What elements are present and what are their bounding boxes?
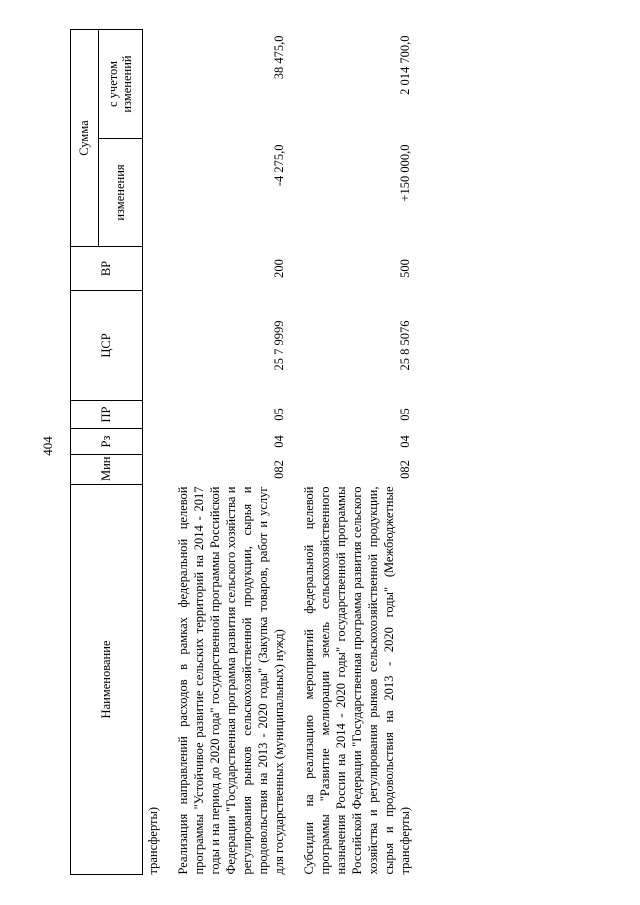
row-rz xyxy=(143,429,162,455)
row-with-change: 2 014 700,0 xyxy=(398,35,412,95)
header-vr: ВР xyxy=(71,247,143,291)
header-rz: Рз xyxy=(71,429,143,455)
row-pr xyxy=(143,401,162,429)
row-min: 082 xyxy=(272,460,286,479)
table-row xyxy=(175,30,287,875)
header-pr: ПР xyxy=(71,401,143,429)
row-pr: 05 xyxy=(272,408,286,421)
row-csr xyxy=(143,291,162,401)
row-change: -4 275,0 xyxy=(272,144,286,187)
header-change: изменения xyxy=(99,139,143,247)
row-vr xyxy=(143,247,162,291)
row-change: +150 000,0 xyxy=(398,144,412,202)
row-name: трансферты) xyxy=(146,806,160,875)
row-csr: 25 8 5076 xyxy=(398,320,412,371)
header-min: Мин xyxy=(71,455,143,485)
row-vr: 200 xyxy=(272,259,286,278)
row-with-change: 38 475,0 xyxy=(272,35,286,80)
header-sum: Сумма xyxy=(71,30,99,247)
row-name: Реализация направлений расходов в рамках федеральной целевой программы "Устойчивое развитие сельских территорий на 2014 - 2017 годы и на период до 2020 года" государственной программы Российской Федерации "Государственная программа развития сельского хозяйства и регулирования рынков сельскохозяйственной продукции, сырья и продовольствия на 2013 - 2020 годы" (Закупка товаров, работ и услуг для государственных (муниципальных) нужд) xyxy=(176,486,286,875)
row-with-change xyxy=(143,30,162,139)
row-rz: 04 xyxy=(272,435,286,448)
header-name: Наименование xyxy=(71,485,143,875)
row-name: Субсидии на реализацию мероприятий федеральной целевой программы "Развитие мелиорации земель сельскохозяйственного назначения России на 2014 - 2020 годы" государственной программы Российской Федерации "Государственная программа развития сельского хозяйства и регулирования рынков сельскохозяйственной продукции, сырья и продовольствия на 2013 - 2020 годы" (Межбюджетные трансферты) xyxy=(302,486,412,875)
row-csr: 25 7 9999 xyxy=(272,320,286,371)
row-pr: 05 xyxy=(398,408,412,421)
row-vr: 500 xyxy=(398,259,412,278)
header-csr: ЦСР xyxy=(71,291,143,401)
header-with-change: с учетом изменений xyxy=(99,30,143,139)
budget-table xyxy=(70,29,413,875)
row-min xyxy=(143,455,162,485)
rotated-page xyxy=(70,30,560,875)
table-row xyxy=(143,30,162,875)
page-number: 404 xyxy=(40,436,55,456)
row-rz: 04 xyxy=(398,435,412,448)
table-row xyxy=(301,30,413,875)
row-min: 082 xyxy=(398,460,412,479)
row-change xyxy=(143,139,162,247)
